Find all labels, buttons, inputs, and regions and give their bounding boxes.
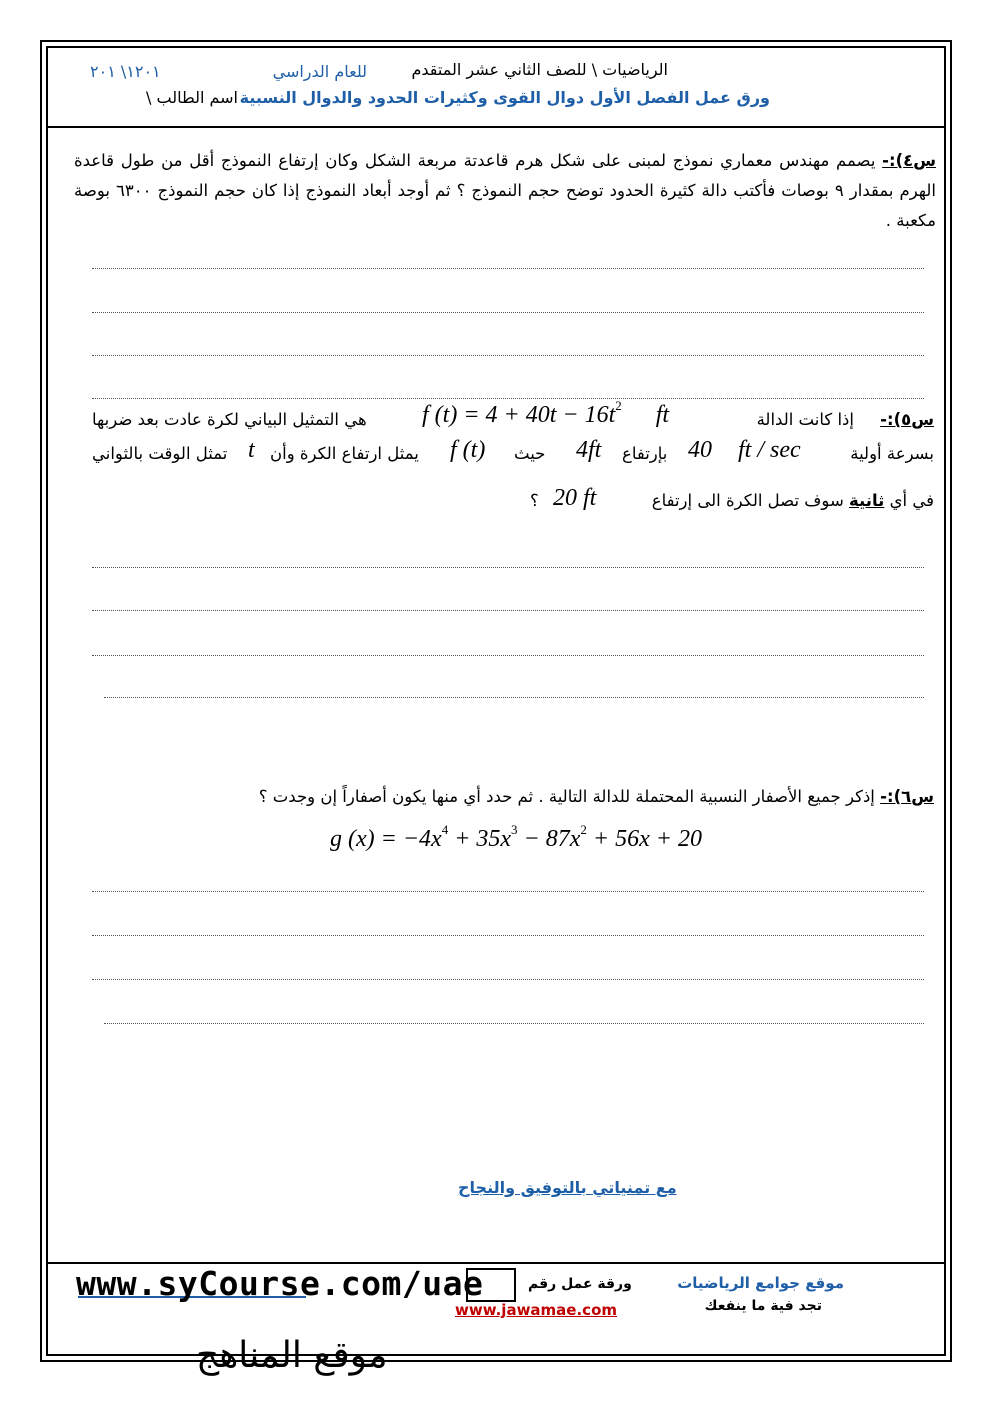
q5-formula-body: f (t) = 4 + 40t − 16t bbox=[422, 402, 616, 428]
q6-poly-term-1: g (x) = −4x bbox=[330, 826, 442, 852]
question-6-text: إذكر جميع الأصفار النسبية المحتملة للدالة التالية . ثم حدد أي منها يكون أصفاراً إن وجدت ؟ bbox=[258, 787, 875, 806]
answer-line bbox=[92, 979, 924, 980]
year-value: ١٢٠١\ ٢٠١ bbox=[90, 62, 161, 81]
q5-text-3d: ؟ bbox=[530, 491, 539, 510]
answer-line bbox=[92, 655, 924, 656]
q6-poly-exp-3: 2 bbox=[580, 822, 587, 837]
q5-speed-value: 40 bbox=[688, 437, 712, 463]
header-divider bbox=[46, 126, 946, 128]
q6-poly-exp-1: 4 bbox=[441, 822, 449, 837]
q6-poly-term-4: + 56x + 20 bbox=[586, 826, 702, 852]
q5-target: 20 ft bbox=[553, 485, 597, 511]
q6-poly-exp-2: 3 bbox=[511, 822, 518, 837]
subject-line: الرياضيات \ للصف الثاني عشر المتقدم bbox=[411, 60, 668, 79]
question-4 bbox=[74, 146, 936, 236]
footer-site-url[interactable]: www.jawamae.com bbox=[455, 1301, 618, 1319]
q5-text-3b: ثانية bbox=[849, 491, 885, 510]
q5-speed-unit: ft / sec bbox=[738, 437, 801, 463]
answer-line bbox=[92, 891, 924, 892]
answer-line bbox=[104, 697, 924, 698]
q5-text-2d: يمثل ارتفاع الكرة وأن bbox=[270, 444, 419, 463]
q5-formula-exponent: 2 bbox=[615, 398, 622, 413]
worksheet-title: ورق عمل الفصل الأول دوال القوى وكثيرات الحدود والدوال النسبية bbox=[239, 88, 770, 107]
q5-formula-unit: ft bbox=[655, 402, 670, 428]
answer-line bbox=[104, 1023, 924, 1024]
question-4-text: يصمم مهندس معماري نموذج لمبنى على شكل هرم قاعدتة مربعة الشكل وكان إرتفاع النموذج أقل من طول قاعدة الهرم بمقدار ٩ بوصات فأكتب دالة كثيرة الحدود توضح حجم النموذج ؟ ثم أوجد أبعاد النموذج إذا كان حجم النموذج ٦٣٠٠ بوصة مكعبة . bbox=[74, 151, 937, 230]
answer-line bbox=[92, 312, 924, 313]
answer-line bbox=[92, 268, 924, 269]
question-6-label: س٦):- bbox=[880, 787, 934, 806]
year-label: للعام الدراسي bbox=[272, 62, 367, 81]
answer-line bbox=[92, 355, 924, 356]
q6-poly-term-2: + 35x bbox=[448, 826, 512, 852]
watermark-arabic: موقع المناهج bbox=[196, 1335, 388, 1376]
q5-text-2b: بإرتفاع bbox=[622, 444, 668, 463]
student-name-label: اسم الطالب \ bbox=[146, 88, 238, 107]
question-5-label-wrap bbox=[880, 405, 934, 435]
q5-t-symbol: t bbox=[248, 437, 255, 463]
closing-wishes-link[interactable]: مع تمنياتي بالتوفيق والنجاح bbox=[458, 1178, 677, 1197]
page-inner-border bbox=[46, 46, 946, 1356]
answer-line bbox=[92, 398, 924, 399]
question-5-label: س٥):- bbox=[880, 410, 934, 429]
q5-text-2a: بسرعة أولية bbox=[850, 444, 934, 463]
q5-formula bbox=[422, 398, 670, 429]
q5-text-3c: سوف تصل الكرة الى إرتفاع bbox=[651, 491, 844, 510]
q6-polynomial bbox=[330, 822, 702, 853]
footer-worksheet-label: ورقة عمل رقم bbox=[528, 1276, 632, 1292]
watermark-url: www.syCourse.com/uae bbox=[76, 1264, 484, 1303]
answer-line bbox=[92, 567, 924, 568]
q5-text-1b: هي التمثيل البياني لكرة عادت بعد ضربها bbox=[92, 410, 367, 429]
q5-height: 4ft bbox=[576, 437, 602, 463]
q5-text-1a: إذا كانت الدالة bbox=[756, 410, 854, 429]
question-4-label: س٤):- bbox=[882, 151, 936, 170]
q5-text-2e: تمثل الوقت بالثواني bbox=[92, 444, 228, 463]
q5-text-2c: حيث bbox=[514, 444, 546, 463]
question-6 bbox=[259, 782, 934, 812]
q6-poly-term-3: − 87x bbox=[517, 826, 581, 852]
answer-line bbox=[92, 610, 924, 611]
q5-text-3a: في أي bbox=[889, 491, 934, 510]
q5-line3 bbox=[652, 486, 934, 516]
footer-site-slogan: تجد فية ما ينفعك bbox=[704, 1298, 822, 1314]
footer-site-title: موقع جوامع الرياضيات bbox=[677, 1274, 844, 1292]
answer-line bbox=[92, 935, 924, 936]
q5-ft-symbol: f (t) bbox=[450, 437, 486, 463]
